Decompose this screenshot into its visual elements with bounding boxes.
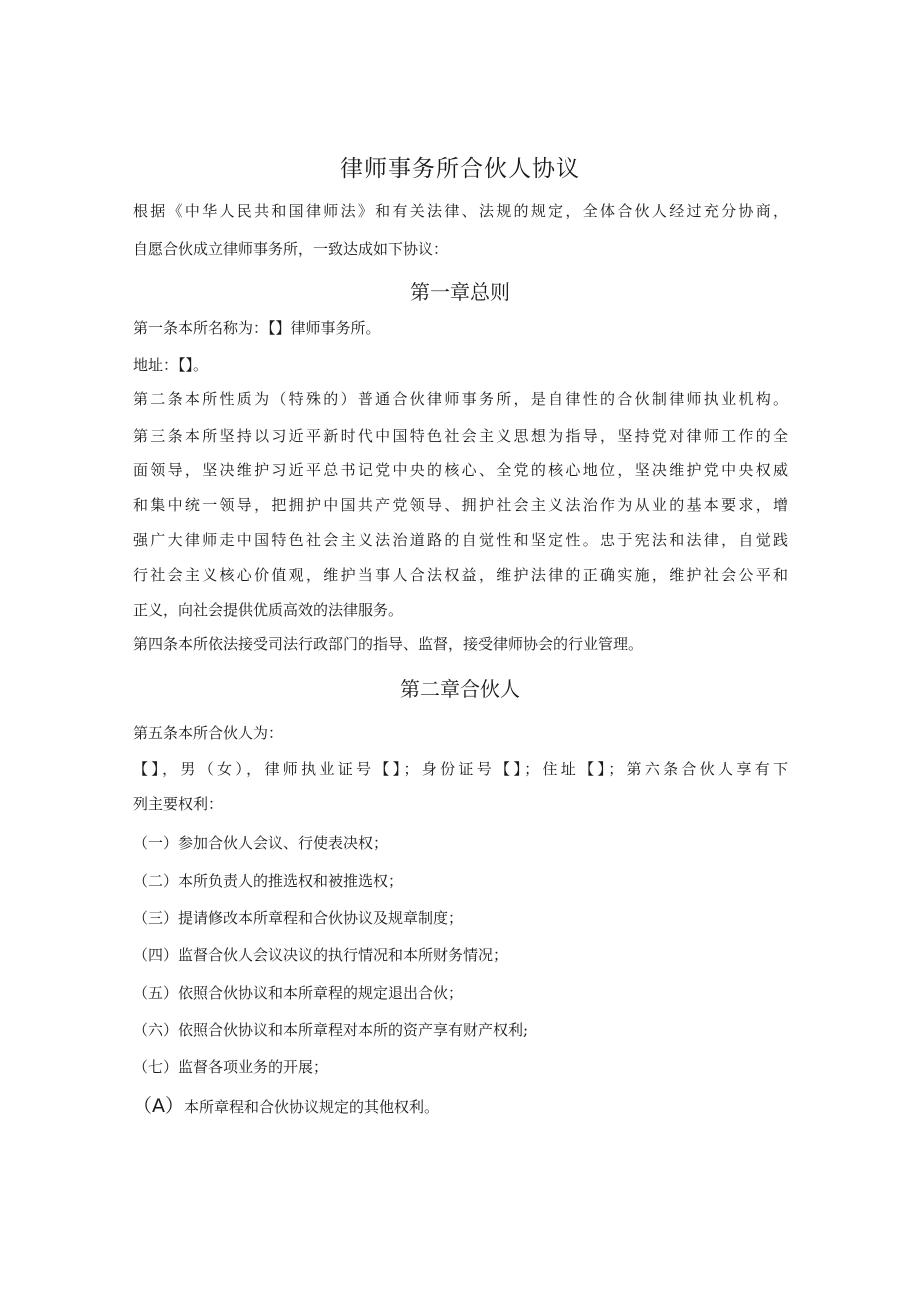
chapter-2-heading: 第二章合伙人 [400,677,520,701]
article-3-line-1: 第三条本所坚持以习近平新时代中国特色社会主义思想为指导，坚持党对律师工作的全 [133,427,788,445]
article-1-address: 地址：【】。 [133,356,209,374]
article-4: 第四条本所依法接受司法行政部门的指导、监督，接受律师协会的行业管理。 [133,635,644,653]
document-title: 律师事务所合伙人协议 [340,156,580,182]
article-3-line-5: 行社会主义核心价值观，维护当事人合法权益，维护法律的正确实施，维护社会公平和 [133,566,788,584]
article-2: 第二条本所性质为（特殊的）普通合伙律师事务所，是自律性的合伙制律师执业机构。 [133,390,788,408]
preamble-line-1: 根据《中华人民共和国律师法》和有关法律、法规的规定，全体合伙人经过充分协商， [133,202,788,220]
chapter-1-heading: 第一章总则 [410,280,510,304]
article-1-name: 第一条本所名称为：【】律师事务所。 [133,319,381,337]
right-item-6: （六）依照合伙协议和本所章程对本所的资产享有财产权利; [133,1021,529,1039]
right-item-4: （四）监督合伙人会议决议的执行情况和本所财务情况； [133,946,509,964]
article-3-line-6: 正义，向社会提供优质高效的法律服务。 [133,601,404,619]
article-3-line-4: 强广大律师走中国特色社会主义法治道路的自觉性和坚定性。忠于宪法和法律，自觉践 [133,531,788,549]
article-3-line-2: 面领导，坚决维护习近平总书记党中央的核心、全党的核心地位，坚决维护党中央权威 [133,461,788,479]
article-5: 第五条本所合伙人为： [133,724,284,742]
right-item-8-marker: （A） [133,1095,184,1117]
right-item-1: （一）参加合伙人会议、行使表决权； [133,834,389,852]
article-3-line-3: 和集中统一领导，把拥护中国共产党领导、拥护社会主义法治作为从业的基本要求，增 [133,496,788,514]
partner-details-line-2: 列主要权利： [133,795,224,813]
right-item-5: （五）依照合伙协议和本所章程的规定退出合伙； [133,984,464,1002]
right-item-8-text: 本所章程和合伙协议规定的其他权利。 [184,1098,440,1116]
right-item-8 [133,1093,788,1120]
right-item-3: （三）提请修改本所章程和合伙协议及规章制度； [133,909,464,927]
right-item-2: （二）本所负责人的推选权和被推选权； [133,872,404,890]
partner-details-line-1: 【】，男（女），律师执业证号【】；身份证号【】；住址【】；第六条合伙人享有下 [133,760,788,778]
preamble-line-2: 自愿合伙成立律师事务所，一致达成如下协议： [133,240,449,258]
right-item-7: （七）监督各项业务的开展； [133,1058,329,1076]
